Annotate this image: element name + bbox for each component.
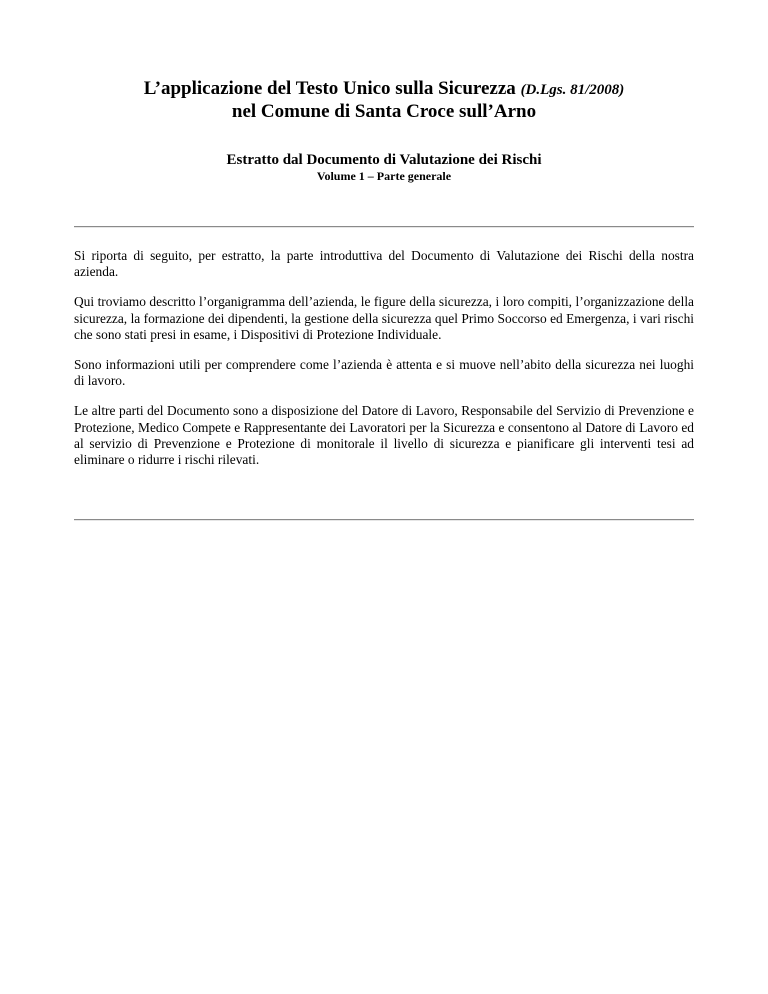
document-title [0, 78, 768, 123]
title-main-text: L’applicazione del Testo Unico sulla Sicurezza [143, 78, 516, 99]
paragraph-intro: Si riporta di seguito, per estratto, la parte introduttiva del Documento di Valutazione dei Rischi della nostra azienda. [74, 248, 694, 280]
title-law-reference: (D.Lgs. 81/2008) [520, 82, 625, 98]
body-text [74, 248, 694, 482]
bottom-divider [74, 519, 694, 521]
title-line-2: nel Comune di Santa Croce sull’Arno [231, 101, 537, 122]
top-divider [74, 226, 694, 228]
title-line-1 [0, 78, 768, 101]
subtitle-block [0, 151, 768, 183]
document-subtitle: Estratto dal Documento di Valutazione dei Rischi [226, 152, 542, 168]
volume-label: Volume 1 – Parte generale [316, 169, 452, 183]
paragraph-purpose: Sono informazioni utili per comprendere come l’azienda è attenta e si muove nell’abito della sicurezza nei luoghi di lavoro. [74, 357, 694, 389]
paragraph-contents: Qui troviamo descritto l’organigramma dell’azienda, le figure della sicurezza, i loro compiti, l’organizzazione della sicurezza, la formazione dei dipendenti, la gestione della sicurezza quel Primo Soccorso ed Emergenza, i vari rischi che sono stati presi in esame, i Dispositivi di Protezione Individuale. [74, 294, 694, 342]
paragraph-availability: Le altre parti del Documento sono a disposizione del Datore di Lavoro, Responsabile del Servizio di Prevenzione e Protezione, Medico Compete e Rappresentante dei Lavoratori per la Sicurezza e consentono al Datore di Lavoro ed al servizio di Prevenzione e Protezione di monitorale il livello di sicurezza e pianificare gli interventi tesi ad eliminare o ridurre i rischi rilevati. [74, 403, 694, 468]
